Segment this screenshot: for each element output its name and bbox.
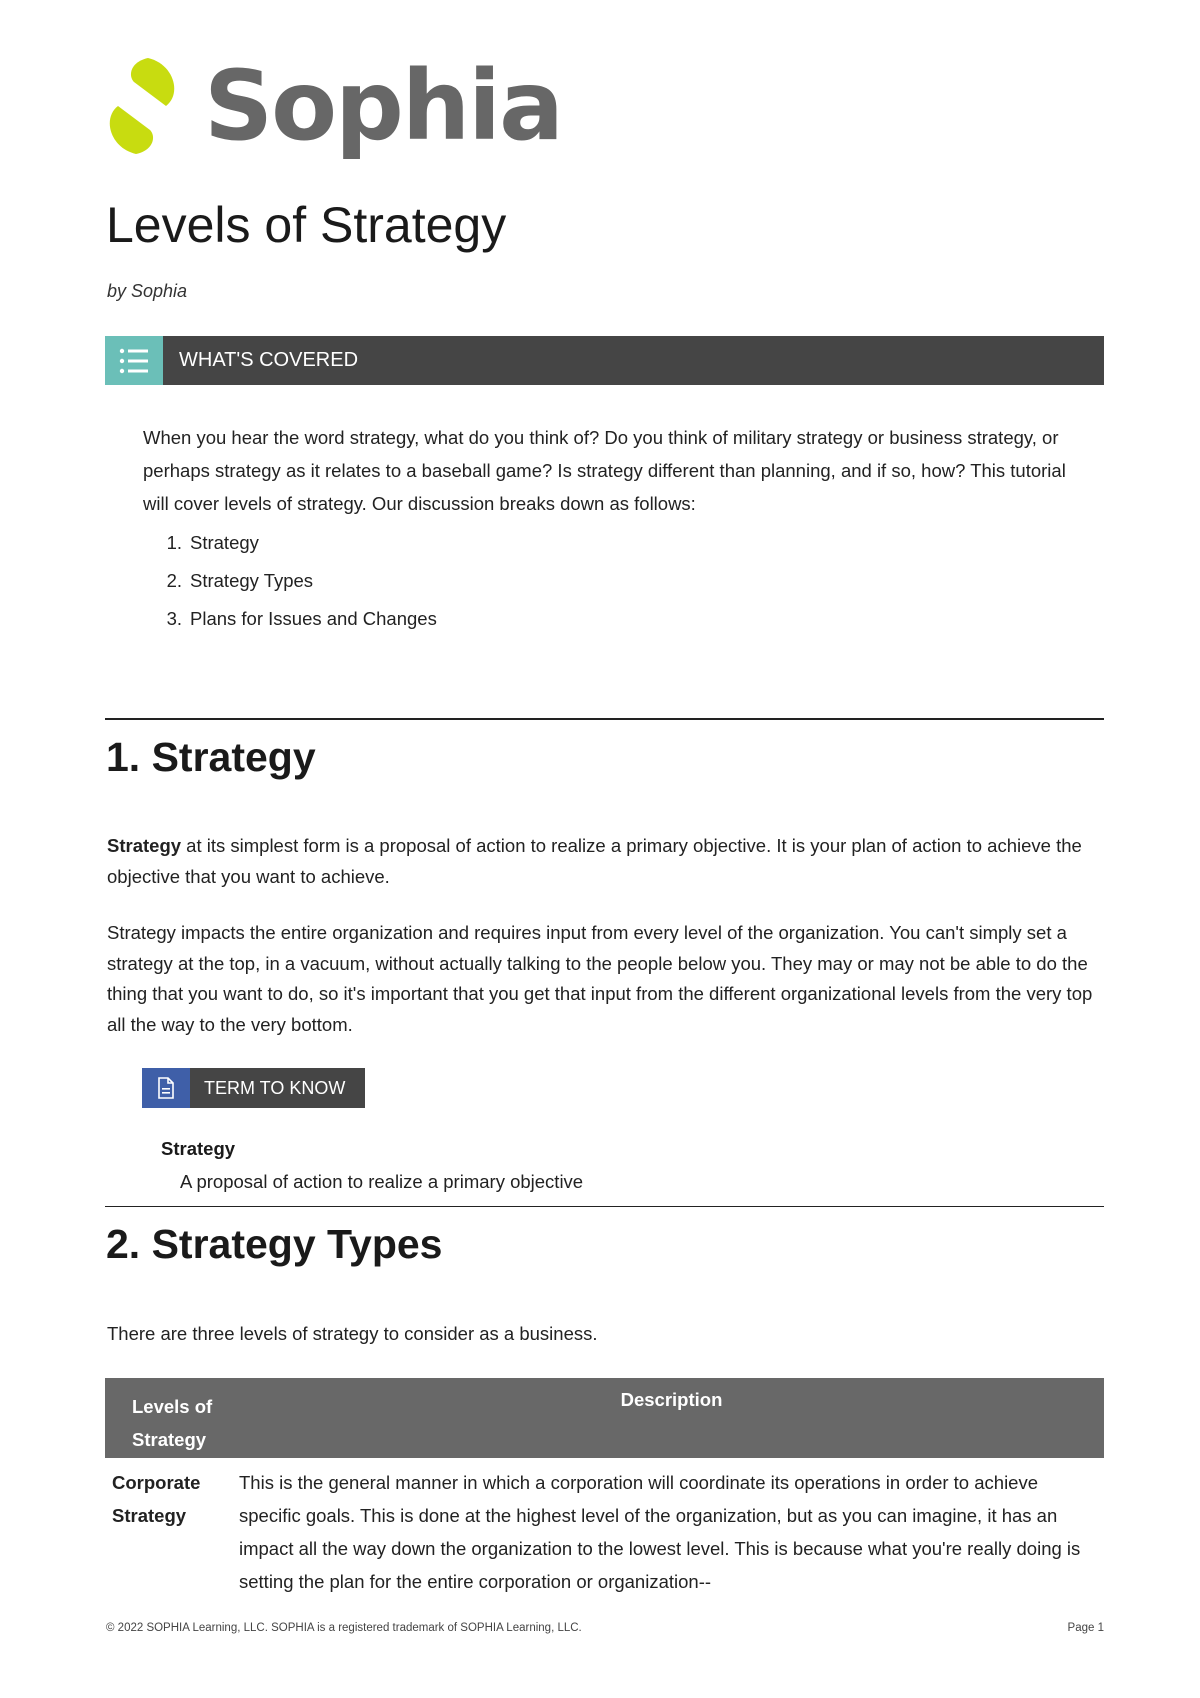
footer-page-number: Page 1 xyxy=(1067,1622,1104,1634)
term-to-know-label: TERM TO KNOW xyxy=(204,1077,346,1098)
section-heading-strategy: 1. Strategy xyxy=(106,734,316,780)
table-header-levels: Levels of Strategy xyxy=(132,1396,213,1450)
strategy-paragraph-1-text: at its simplest form is a proposal of action to realize a primary objective. It is your plan of action to achieve the objective that you want to achieve. xyxy=(107,835,1082,887)
footer-copyright: © 2022 SOPHIA Learning, LLC. SOPHIA is a registered trademark of SOPHIA Learning, LLC. xyxy=(106,1622,582,1634)
levels-table xyxy=(105,1378,1104,1598)
strategy-types-intro: There are three levels of strategy to consider as a business. xyxy=(107,1323,598,1344)
outline-number: 2. xyxy=(166,570,182,591)
outline-list xyxy=(150,524,437,638)
term-definition: A proposal of action to realize a primary objective xyxy=(180,1171,584,1192)
outline-text: Strategy Types xyxy=(190,570,314,591)
outline-item xyxy=(150,600,437,638)
table-cell-level: Corporate Strategy xyxy=(112,1472,201,1526)
outline-item xyxy=(150,524,437,562)
outline-text: Plans for Issues and Changes xyxy=(190,608,437,629)
section-divider xyxy=(105,718,1104,720)
section-heading-strategy-types: 2. Strategy Types xyxy=(106,1221,443,1267)
table-header-description: Description xyxy=(620,1389,723,1410)
byline: by Sophia xyxy=(107,281,188,301)
outline-text: Strategy xyxy=(190,532,259,553)
term-word: Strategy xyxy=(161,1138,236,1159)
whats-covered-label: WHAT'S COVERED xyxy=(179,349,359,371)
table-row xyxy=(105,1458,1104,1598)
sophia-logo xyxy=(104,50,562,162)
document-icon xyxy=(142,1068,190,1108)
page-footer xyxy=(106,1622,1104,1634)
outline-number: 3. xyxy=(166,608,182,629)
strategy-term: Strategy xyxy=(107,835,182,856)
strategy-paragraph-1 xyxy=(107,831,1103,892)
whats-covered-header xyxy=(105,336,1104,385)
term-to-know-header xyxy=(142,1068,365,1108)
whats-covered-intro: When you hear the word strategy, what do you think of? Do you think of military strategy or business strategy, or perhaps strategy as it relates to a baseball game? Is strategy different than planning, and if so, how? This tutorial will cover levels of strategy. Our discussion breaks down as follows: xyxy=(143,427,1066,514)
table-cell-description: This is the general manner in which a corporation will coordinate its operations in order to achieve specific goals. This is done at the highest level of the organization, but as you can imagine, it has an impact all the way down the organization to the lowest level. This is because what you're really doing is setting the plan for the entire corporation or organization-- xyxy=(239,1472,1081,1592)
outline-item xyxy=(150,562,437,600)
list-icon xyxy=(105,336,163,385)
sophia-logo-mark-icon xyxy=(104,54,180,158)
outline-number: 1. xyxy=(166,532,182,553)
table-header-row xyxy=(105,1378,1104,1458)
sophia-logo-wordmark: Sophia xyxy=(204,50,562,162)
section-divider xyxy=(105,1206,1104,1207)
strategy-paragraph-2: Strategy impacts the entire organization and requires input from every level of the organization. You can't simply set a strategy at the top, in a vacuum, without actually talking to the people below you. They may or may not be able to do the thing that you want to do, so it's important that you get that input from the different organizational levels from the very top all the way to the very bottom. xyxy=(107,922,1093,1035)
page-title: Levels of Strategy xyxy=(106,197,507,253)
